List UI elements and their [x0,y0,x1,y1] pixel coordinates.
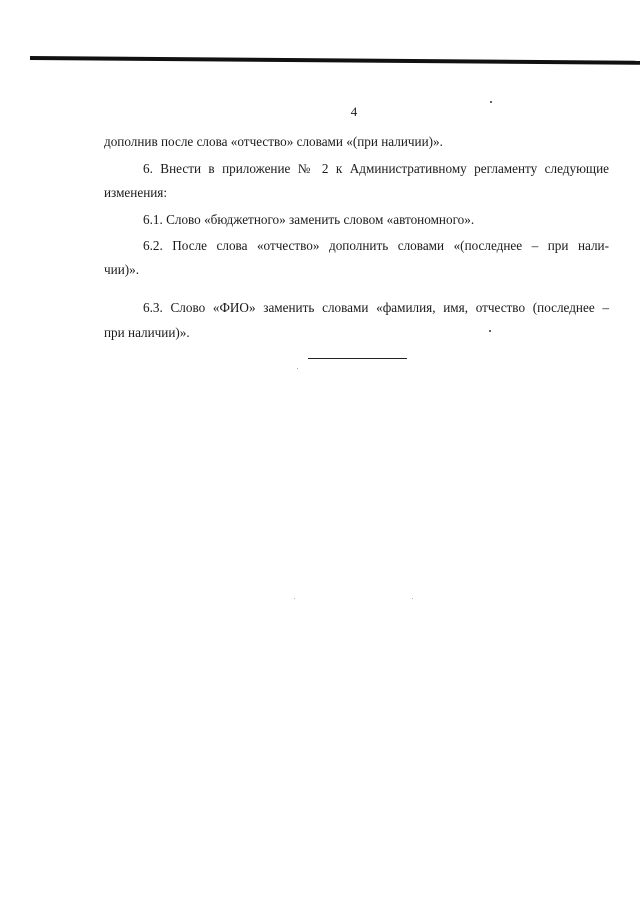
scan-speck [294,598,295,599]
scan-speck [489,330,491,332]
top-border-line [30,56,640,65]
paragraph-line: при наличии)». [104,325,190,340]
paragraph-line: изменения: [104,185,168,200]
paragraph-line: 6. Внести в приложение № 2 к Административному регламенту следующие [143,161,609,176]
end-separator-line [308,358,407,359]
scan-speck [490,101,492,103]
paragraph-line: чии)». [104,262,140,277]
paragraph-line: 6.3. Слово «ФИО» заменить словами «фамилия, имя, отчество (последнее – [143,300,609,315]
scan-speck [297,368,298,369]
page-number: 4 [350,104,358,119]
paragraph-line: дополнив после слова «отчество» словами «(при наличии)». [104,134,443,149]
paragraph-line: 6.1. Слово «бюджетного» заменить словом «автономного». [143,212,475,227]
scan-speck [412,598,413,599]
paragraph-line: 6.2. После слова «отчество» дополнить словами «(последнее – при нали- [143,238,609,253]
